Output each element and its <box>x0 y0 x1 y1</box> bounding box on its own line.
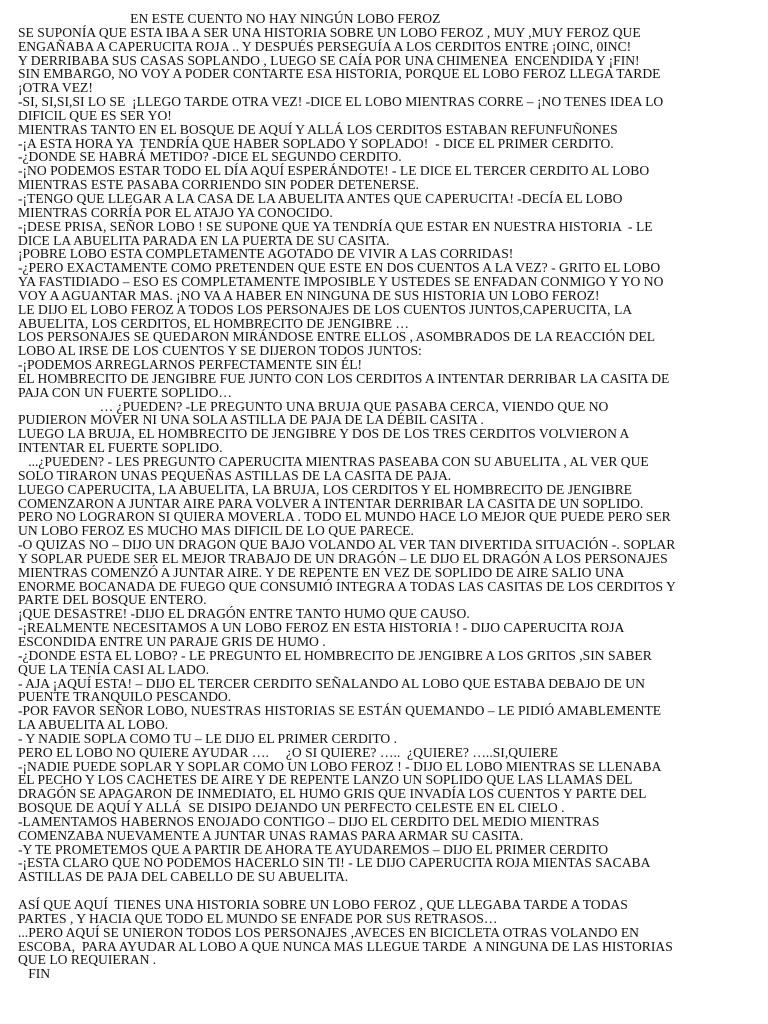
text-line: SE SUPONÍA QUE ESTA IBA A SER UNA HISTORIA SOBRE UN LOBO FEROZ , MUY ,MUY FEROZ QUE <box>18 24 641 40</box>
text-line: LA ABUELITA AL LOBO. <box>18 717 169 733</box>
text-line: -¡PODEMOS ARREGLARNOS PERFECTAMENTE SIN ÉL! <box>18 357 363 373</box>
text-line: PERO EL LOBO NO QUIERE AYUDAR …. ¿O SI QUIERE? ….. ¿QUIERE? …..SI,QUIERE <box>18 744 559 760</box>
text-line: PARTES , Y HACIA QUE TODO EL MUNDO SE ENFADE POR SUS RETRASOS… <box>18 910 498 926</box>
text-line: EL PECHO Y LOS CACHETES DE AIRE Y DE REPENTE LANZO UN SOPLIDO QUE LAS LLAMAS DEL <box>18 772 633 788</box>
text-line: -¡TENGO QUE LLEGAR A LA CASA DE LA ABUELITA ANTES QUE CAPERUCITA! -DECÍA EL LOBO <box>18 190 623 206</box>
text-line: ASÍ QUE AQUÍ TIENES UNA HISTORIA SOBRE UN LOBO FEROZ , QUE LLEGABA TARDE A TODAS <box>18 897 628 912</box>
text-line: Y SOPLAR PUEDE SER EL MEJOR TRABAJO DE UN DRAGÓN – LE DIJO EL DRAGÓN A LOS PERSONAJES <box>18 550 668 566</box>
text-line: -LAMENTAMOS HABERNOS ENOJADO CONTIGO – DIJO EL CERDITO DEL MEDIO MIENTRAS <box>18 813 600 829</box>
text-line: - Y NADIE SOPLA COMO TU – LE DIJO EL PRIMER CERDITO . <box>18 730 397 746</box>
text-line: - AJA ¡AQUÍ ESTA! – DIJO EL TERCER CERDITO SEÑALANDO AL LOBO QUE ESTABA DEBAJO DE UN <box>18 675 645 691</box>
text-line <box>18 884 760 898</box>
story-title: EN ESTE CUENTO NO HAY NINGÚN LOBO FEROZ <box>18 11 441 26</box>
text-line: -¡ESTA CLARO QUE NO PODEMOS HACERLO SIN TI! - LE DIJO CAPERUCITA ROJA MIENTAS SACABA <box>18 855 651 871</box>
text-line: SOLO TIRARON UNAS PEQUEÑAS ASTILLAS DE LA CASITA DE PAJA. <box>18 467 452 483</box>
text-line: LOBO AL IRSE DE LOS CUENTOS Y SE DIJERON TODOS JUNTOS: <box>18 343 422 359</box>
text-line: … ¿PUEDEN? -LE PREGUNTO UNA BRUJA QUE PASABA CERCA, VIENDO QUE NO <box>18 398 609 414</box>
text-line: DIFICIL QUE ES SER YO! <box>18 107 172 123</box>
text-line: UN LOBO FEROZ ES MUCHO MAS DIFICIL DE LO QUE PARECE. <box>18 523 414 539</box>
text-line: -¡DESE PRISA, SEÑOR LOBO ! SE SUPONE QUE YA TENDRÍA QUE ESTAR EN NUESTRA HISTORIA - LE <box>18 218 653 234</box>
text-line: ESCOBA, PARA AYUDAR AL LOBO A QUE NUNCA MAS LLEGUE TARDE A NINGUNA DE LAS HISTORIAS <box>18 938 673 954</box>
text-line: LOS PERSONAJES SE QUEDARON MIRÁNDOSE ENTRE ELLOS , ASOMBRADOS DE LA REACCIÓN DEL <box>18 329 656 345</box>
text-line: PARTE DEL BOSQUE ENTERO. <box>18 592 207 608</box>
text-line: -POR FAVOR SEÑOR LOBO, NUESTRAS HISTORIAS SE ESTÁN QUEMANDO – LE PIDIÓ AMABLEMENTE <box>18 703 662 719</box>
text-line: -O QUIZAS NO – DIJO UN DRAGON QUE BAJO VOLANDO AL VER TAN DIVERTIDA SITUACIÓN -. SOPLAR <box>18 537 676 553</box>
text-line: LUEGO CAPERUCITA, LA ABUELITA, LA BRUJA, LOS CERDITOS Y EL HOMBRECITO DE JENGIBRE <box>18 481 632 497</box>
text-line: ENGAÑABA A CAPERUCITA ROJA .. Y DESPUÉS PERSEGUÍA A LOS CERDITOS ENTRE ¡OINC, 0INC! <box>18 38 632 54</box>
text-line: DICE LA ABUELITA PARADA EN LA PUERTA DE SU CASITA. <box>18 232 390 248</box>
text-line: -¡NO PODEMOS ESTAR TODO EL DÍA AQUÍ ESPERÁNDOTE! - LE DICE EL TERCER CERDITO AL LOBO <box>18 163 650 179</box>
text-line: ¡POBRE LOBO ESTA COMPLETAMENTE AGOTADO DE VIVIR A LAS CORRIDAS! <box>18 246 514 262</box>
text-line: -¡A ESTA HORA YA TENDRÍA QUE HABER SOPLADO Y SOPLADO! - DICE EL PRIMER CERDITO. <box>18 135 614 151</box>
text-line: BOSQUE DE AQUÍ Y ALLÁ SE DISIPO DEJANDO UN PERFECTO CELESTE EN EL CIELO . <box>18 800 565 816</box>
text-line: ENORME BOCANADA DE FUEGO QUE CONSUMIÓ INTEGRA A TODAS LAS CASITAS DE LOS CERDITOS Y <box>18 578 676 594</box>
text-line: ¡OTRA VEZ! <box>18 80 93 96</box>
text-line: EL HOMBRECITO DE JENGIBRE FUE JUNTO CON LOS CERDITOS A INTENTAR DERRIBAR LA CASITA DE <box>18 370 670 386</box>
text-line: -¡REALMENTE NECESITAMOS A UN LOBO FEROZ EN ESTA HISTORIA ! - DIJO CAPERUCITA ROJA <box>18 620 625 636</box>
text-line: ABUELITA, LOS CERDITOS, EL HOMBRECITO DE JENGIBRE … <box>18 315 409 331</box>
text-line: ...PERO AQUÍ SE UNIERON TODOS LOS PERSONAJES ,AVECES EN BICICLETA OTRAS VOLANDO EN <box>18 924 640 940</box>
text-line: PERO NO LOGRARON SI QUIERA MOVERLA . TODO EL MUNDO HACE LO MEJOR QUE PUEDE PERO SER <box>18 509 671 525</box>
text-line: -¿DONDE SE HABRÁ METIDO? -DICE EL SEGUNDO CERDITO. <box>18 149 402 165</box>
text-line: COMENZARON A JUNTAR AIRE PARA VOLVER A INTENTAR DERRIBAR LA CASITA DE UN SOPLIDO. <box>18 495 644 511</box>
text-line: -Y TE PROMETEMOS QUE A PARTIR DE AHORA TE AYUDAREMOS – DIJO EL PRIMER CERDITO <box>18 841 609 857</box>
text-line: QUE LA TENÍA CASI AL LADO. <box>18 661 210 677</box>
text-line: FIN <box>18 966 51 982</box>
text-line: YA FASTIDIADO – ESO ES COMPLETAMENTE IMPOSIBLE Y USTEDES SE ENFADAN CONMIGO Y YO NO <box>18 274 664 290</box>
text-line: PUENTE TRANQUILO PESCANDO. <box>18 689 232 705</box>
text-line: COMENZABA NUEVAMENTE A JUNTAR UNAS RAMAS PARA ARMAR SU CASITA. <box>18 827 524 843</box>
text-line: MIENTRAS ESTE PASABA CORRIENDO SIN PODER DETENERSE. <box>18 177 419 193</box>
text-line: PUDIERON MOVER NI UNA SOLA ASTILLA DE PAJA DE LA DÉBIL CASITA . <box>18 412 484 428</box>
text-line: -¡NADIE PUEDE SOPLAR Y SOPLAR COMO UN LOBO FEROZ ! - DIJO EL LOBO MIENTRAS SE LLENABA <box>18 758 662 774</box>
text-line: QUE LO REQUIERAN . <box>18 952 157 968</box>
text-line: ESCONDIDA ENTRE UN PARAJE GRIS DE HUMO . <box>18 633 326 649</box>
text-line: LE DIJO EL LOBO FEROZ A TODOS LOS PERSONAJES DE LOS CUENTOS JUNTOS,CAPERUCITA, LA <box>18 301 633 317</box>
text-line: ASTILLAS DE PAJA DEL CABELLO DE SU ABUELITA. <box>18 869 349 885</box>
text-line: MIENTRAS COMENZÓ A JUNTAR AIRE. Y DE REPENTE EN VEZ DE SOPLIDO DE AIRE SALIO UNA <box>18 564 625 580</box>
text-line: MIENTRAS CORRÍA POR EL ATAJO YA CONOCIDO. <box>18 204 333 220</box>
text-line: -¿PERO EXACTAMENTE COMO PRETENDEN QUE ESTE EN DOS CUENTOS A LA VEZ? - GRITO EL LOBO <box>18 260 661 276</box>
text-line: INTENTAR EL FUERTE SOPLIDO. <box>18 440 223 456</box>
text-line: MIENTRAS TANTO EN EL BOSQUE DE AQUÍ Y ALLÁ LOS CERDITOS ESTABAN REFUNFUÑONES <box>18 121 618 137</box>
text-line: PAJA CON UN FUERTE SOPLIDO… <box>18 384 232 400</box>
text-line: ...¿PUEDEN? - LES PREGUNTO CAPERUCITA MIENTRAS PASEABA CON SU ABUELITA , AL VER QUE <box>18 454 649 469</box>
text-line: SIN EMBARGO, NO VOY A PODER CONTARTE ESA HISTORIA, PORQUE EL LOBO FEROZ LLEGA TARDE <box>18 66 661 82</box>
text-line: -¿DONDE ESTA EL LOBO? - LE PREGUNTO EL HOMBRECITO DE JENGIBRE A LOS GRITOS ,SIN SABER <box>18 647 652 663</box>
text-line: -SI, SI,SI,SI LO SE ¡LLEGO TARDE OTRA VEZ! -DICE EL LOBO MIENTRAS CORRE – ¡NO TENES IDEA LO <box>18 94 664 110</box>
text-line: DRAGÓN SE APAGARON DE INMEDIATO, EL HUMO GRIS QUE INVADÍA LOS CUENTOS Y PARTE DEL <box>18 786 647 802</box>
text-line: LUEGO LA BRUJA, EL HOMBRECITO DE JENGIBRE Y DOS DE LOS TRES CERDITOS VOLVIERON A <box>18 426 630 442</box>
story-document <box>18 12 760 981</box>
text-line: Y DERRIBABA SUS CASAS SOPLANDO , LUEGO SE CAÍA POR UNA CHIMENEA ENCENDIDA Y ¡FIN! <box>18 52 640 68</box>
text-line: VOY A AGUANTAR MAS. ¡NO VA A HABER EN NINGUNA DE SUS HISTORIA UN LOBO FEROZ! <box>18 287 600 303</box>
text-line: ¡QUE DESASTRE! -DIJO EL DRAGÓN ENTRE TANTO HUMO QUE CAUSO. <box>18 606 470 622</box>
